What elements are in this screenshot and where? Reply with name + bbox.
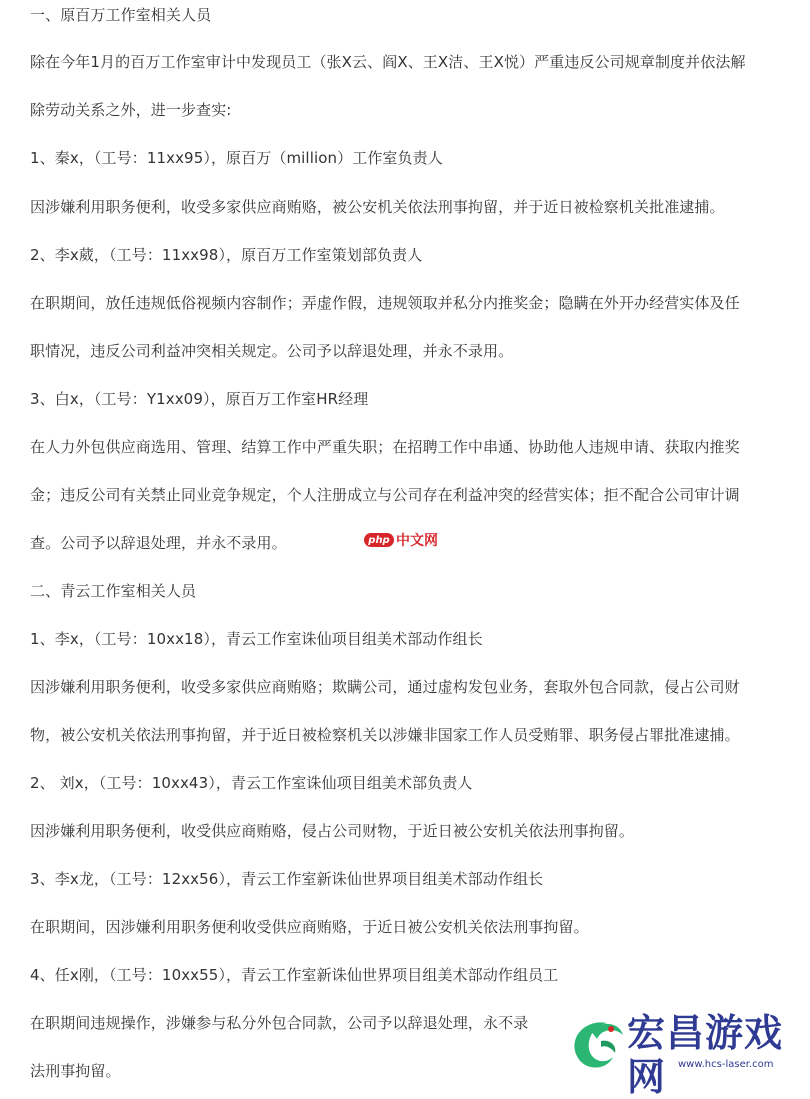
paragraph-line: 法刑事拘留。 (30, 1062, 121, 1080)
person-entry-title: 1、李x，（工号：10xx18），青云工作室诛仙项目组美术部动作组长 (30, 630, 483, 648)
person-entry-title: 3、白x，（工号：Y1xx09），原百万工作室HR经理 (30, 390, 369, 408)
php-watermark-text: 中文网 (396, 533, 438, 549)
paragraph-line: 因涉嫌利用职务便利，收受多家供应商贿赂；欺瞒公司，通过虚构发包业务，套取外包合同款，侵占公司财 (30, 678, 740, 696)
paragraph-line: 除在今年1月的百万工作室审计中发现员工（张X云、阎X、王X洁、王X悦）严重违反公司规章制度并依法解 (30, 53, 746, 71)
site-watermark-url: www.hcs-laser.com (678, 1059, 774, 1070)
site-watermark-name: 宏昌游戏网 (627, 1011, 784, 1099)
paragraph-line: 在职期间违规操作，涉嫌参与私分外包合同款，公司予以辞退处理，永不录 (30, 1014, 529, 1032)
paragraph-line: 因涉嫌利用职务便利，收受供应商贿赂，侵占公司财物，于近日被公安机关依法刑事拘留。 (30, 822, 635, 840)
person-entry-title: 2、李x葳，（工号：11xx98），原百万工作室策划部负责人 (30, 246, 423, 264)
site-watermark (555, 1003, 810, 1099)
php-logo-icon: php (364, 533, 394, 547)
person-entry-title: 2、 刘x，（工号：10xx43），青云工作室诛仙项目组美术部负责人 (30, 774, 473, 792)
paragraph-line: 在职期间，因涉嫌利用职务便利收受供应商贿赂，于近日被公安机关依法刑事拘留。 (30, 918, 589, 936)
paragraph-line: 在职期间，放任违规低俗视频内容制作；弄虚作假，违规领取并私分内推奖金；隐瞒在外开办经营实体及任 (30, 294, 740, 312)
php-watermark (364, 530, 448, 550)
person-entry-title: 1、秦x，（工号：11xx95），原百万（million）工作室负责人 (30, 149, 443, 167)
paragraph-line: 金；违反公司有关禁止同业竞争规定，个人注册成立与公司存在利益冲突的经营实体；拒不配合公司审计调 (30, 486, 740, 504)
paragraph-line: 职情况，违反公司利益冲突相关规定。公司予以辞退处理，并永不录用。 (30, 342, 514, 360)
paragraph-line: 物，被公安机关依法刑事拘留，并于近日被检察机关以涉嫌非国家工作人员受贿罪、职务侵占罪批准逮捕。 (30, 726, 740, 744)
person-entry-title: 4、任x刚，（工号：10xx55），青云工作室新诛仙世界项目组美术部动作组员工 (30, 966, 559, 984)
paragraph-line: 因涉嫌利用职务便利，收受多家供应商贿赂，被公安机关依法刑事拘留，并于近日被检察机关批准逮捕。 (30, 198, 725, 216)
site-logo-icon (561, 1011, 631, 1077)
paragraph-line: 除劳动关系之外，进一步查实: (30, 101, 232, 119)
paragraph-line: 在人力外包供应商选用、管理、结算工作中严重失职；在招聘工作中串通、协助他人违规申请、获取内推奖 (30, 438, 740, 456)
paragraph-line: 查。公司予以辞退处理，并永不录用。 (30, 534, 287, 552)
person-entry-title: 3、李x龙，（工号：12xx56），青云工作室新诛仙世界项目组美术部动作组长 (30, 870, 544, 888)
section-heading-2: 二、青云工作室相关人员 (30, 582, 197, 600)
section-heading-1: 一、原百万工作室相关人员 (30, 6, 212, 24)
